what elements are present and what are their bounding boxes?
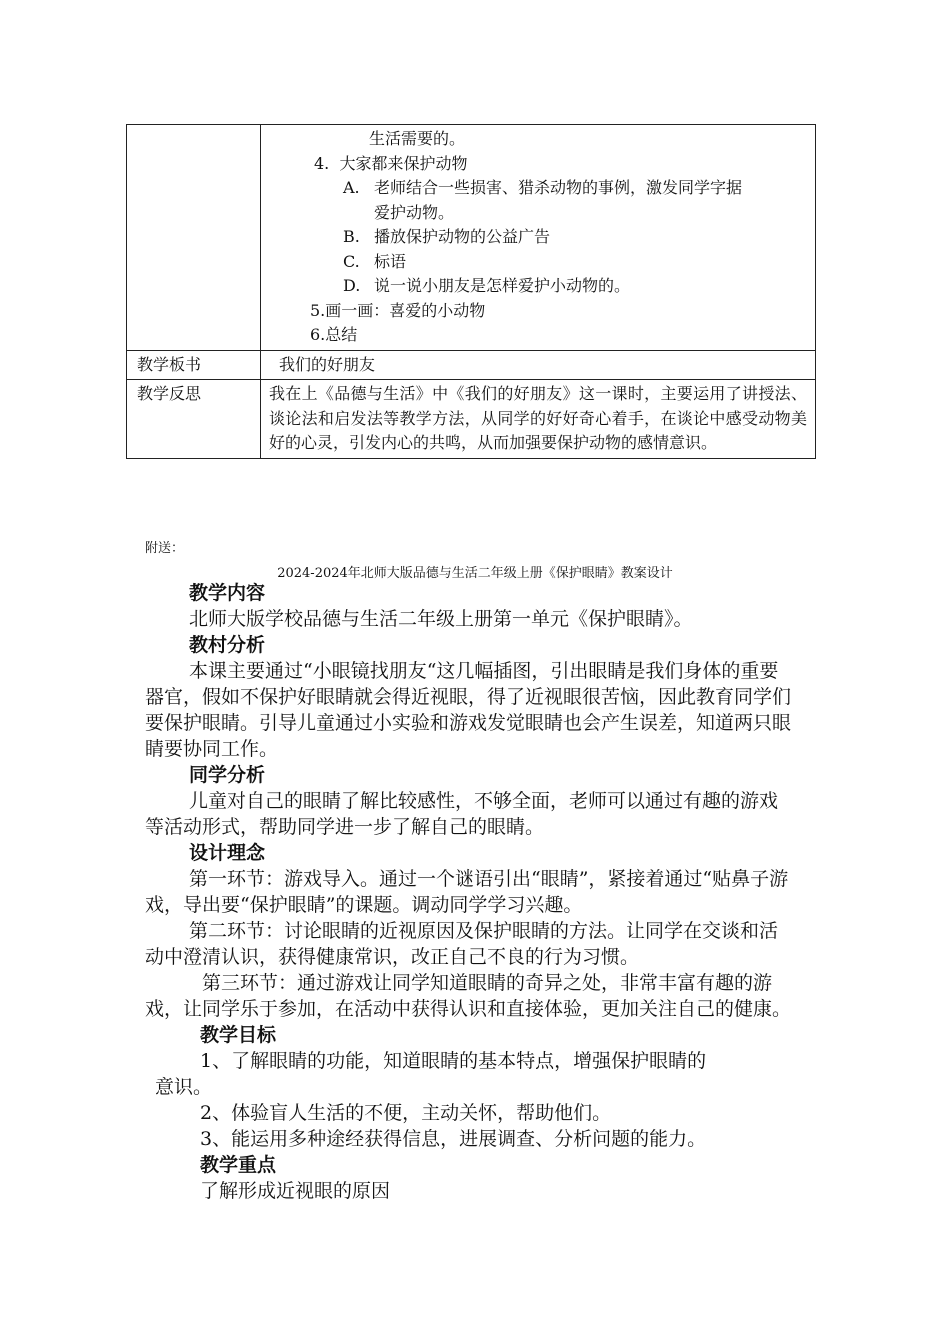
board-label: 教学板书 — [127, 350, 261, 380]
section-title-content: 教学内容 — [189, 582, 266, 604]
attach-label: 附送： — [145, 541, 185, 556]
sub-item-a: A. 老师结合一些损害、猎杀动物的事例，激发同学字据 — [343, 178, 743, 197]
board-text: 我们的好朋友 — [279, 354, 376, 374]
table-row-process — [127, 125, 816, 351]
goal-1-line-b: 意识。 — [155, 1076, 213, 1098]
goal-1-line-a: 1、了解眼睛的功能，知道眼睛的基本特点，增强保护眼睛的 — [200, 1050, 707, 1072]
continued-line: 生活需要的。 — [369, 129, 466, 148]
goal-3: 3、能运用多种途经获得信息，进展调查、分析问题的能力。 — [200, 1128, 707, 1150]
section-text-student: 儿童对自己的眼睛了解比较感性，不够全面，老师可以通过有趣的游戏等活动形式，帮助同学进一步了解自己的眼睛。 — [145, 790, 779, 838]
step-6: 6.总结 — [310, 325, 358, 344]
process-content-cell — [261, 125, 816, 351]
reflect-content: 我在上《品德与生活》中《我们的好朋友》这一课时，主要运用了讲授法、谈论法和启发法等教学方法，从同学的好好奇心着手，在谈论中感受动物美好的心灵，引发内心的共鸣，从而加强要保护动物的感情意识。 — [261, 380, 816, 459]
sub-item-d: D. 说一说小朋友是怎样爱护小动物的。 — [343, 276, 631, 295]
sub-item-a-cont: 爱护动物。 — [374, 202, 455, 222]
appendix-body — [145, 580, 795, 1204]
appendix-subtitle: 2024-2024年北师大版品德与生活二年级上册《保护眼睛》教案设计 — [277, 566, 673, 581]
design-paragraph-3: 第三环节：通过游戏让同学知道眼睛的奇异之处，非常丰富有趣的游戏，让同学乐于参加，在活动中获得认识和直接体验，更加关注自己的健康。 — [145, 972, 792, 1020]
section-title-key: 教学重点 — [200, 1154, 277, 1176]
section-title-design: 设计理念 — [189, 842, 266, 864]
table-row-reflect — [127, 380, 816, 459]
sub-item-c: C. 标语 — [343, 251, 407, 271]
design-paragraph-1: 第一环节：游戏导入。通过一个谜语引出“眼睛”，紧接着通过“贴鼻子游戏，导出要“保护眼睛”的课题。调动同学学习兴趣。 — [145, 868, 789, 916]
design-paragraph-2: 第二环节：讨论眼睛的近视原因及保护眼睛的方法。让同学在交谈和活动中澄清认识，获得健康常识，改正自己不良的行为习惯。 — [145, 920, 779, 968]
table-row-board — [127, 350, 816, 380]
goal-2: 2、体验盲人生活的不便，主动关怀，帮助他们。 — [200, 1102, 612, 1124]
process-label-cell — [127, 125, 261, 351]
section-title-student: 同学分析 — [189, 764, 266, 786]
section-title-goals: 教学目标 — [200, 1024, 277, 1046]
section-title-material: 教村分析 — [189, 634, 266, 656]
step-5: 5.画一画：喜爱的小动物 — [310, 300, 486, 320]
section-text-material: 本课主要通过“小眼镜找朋友“这几幅插图，引出眼睛是我们身体的重要器官，假如不保护好眼睛就会得近视眼，得了近视眼很苦恼，因此教育同学们要保护眼睛。引导儿童通过小实验和游戏发觉眼睛也会产生误差，知道两只眼睛要协同工作。 — [145, 660, 792, 760]
reflect-label: 教学反思 — [127, 380, 261, 459]
section-text-content: 北师大版学校品德与生活二年级上册第一单元《保护眼睛》。 — [189, 608, 693, 630]
sub-item-b: B. 播放保护动物的公益广告 — [343, 227, 551, 246]
key-point-text: 了解形成近视眼的原因 — [200, 1180, 391, 1202]
lesson-plan-table — [126, 124, 816, 459]
board-content — [261, 350, 816, 380]
step-4: 4. 大家都来保护动物 — [314, 153, 468, 173]
